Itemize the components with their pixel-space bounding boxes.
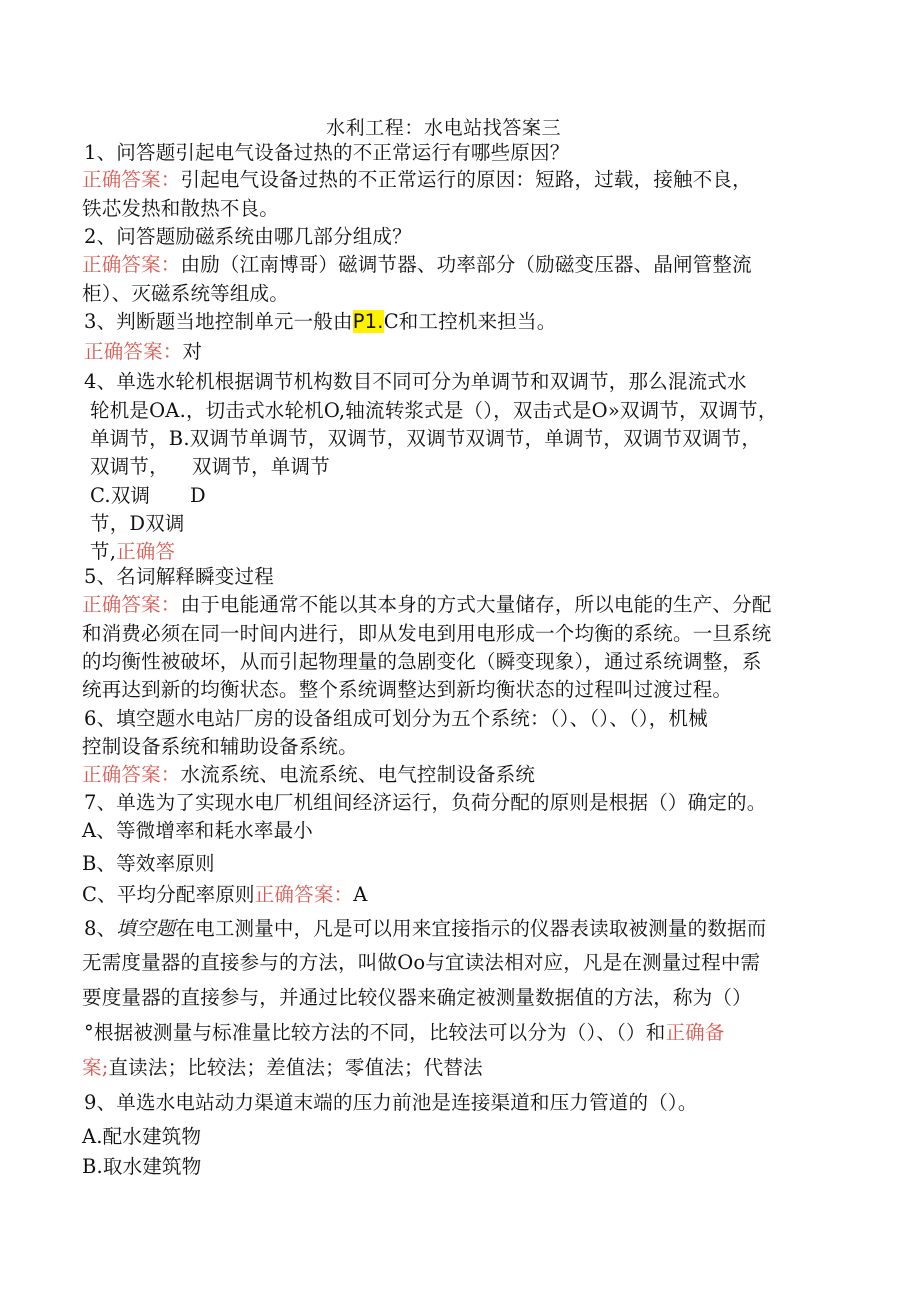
q4-answer-label: 正确答 [116, 540, 176, 563]
q8-line-4 [84, 1018, 725, 1048]
q8-type: 填空题 [116, 917, 176, 940]
q3-question-start: 3、判断题当地控制单元一般由 [84, 310, 353, 333]
q8-answer-text: 直读法；比较法；差值法；零值法；代替法 [108, 1056, 483, 1079]
q4-line-7-text: 节, [90, 540, 117, 563]
q3-answer-label: 正确答案： [84, 340, 183, 363]
q5-answer-line-3: 的均衡性被破坏，从而引起物理量的急剧变化（瞬变现象），通过系统调整，系 [82, 650, 762, 673]
q6-answer [82, 760, 535, 790]
q4-line-2: 轮机是OA.，切击式水轮机O,轴流转浆式是（），双击式是O»双调节，双调节， [90, 399, 778, 422]
q6-question-line-2: 控制设备系统和辅助设备系统。 [82, 735, 358, 758]
q3-answer [84, 337, 202, 367]
q4-line-5b: D [190, 484, 206, 507]
q1-answer-line-2: 铁芯发热和散热不良。 [82, 197, 280, 220]
q4-line-4b: 双调节，单调节 [192, 455, 330, 478]
q7-answer-text: A [353, 883, 368, 906]
q5-answer-line-1 [82, 590, 772, 620]
q3-question [84, 307, 556, 337]
q4-line-3: 单调节，B.双调节单调节，双调节，双调节双调节，单调节，双调节双调节， [90, 427, 762, 450]
q1-question: 1、问答题引起电气设备过热的不正常运行有哪些原因？ [84, 141, 570, 164]
q6-question-line-1: 6、填空题水电站厂房的设备组成可划分为五个系统：（）、（）、（），机械 [84, 707, 708, 730]
q8-line-2: 无需度量器的直接参与的方法，叫做Oo与宜读法相对应，凡是在测量过程中需 [82, 951, 761, 974]
q2-answer-text: 由励（江南博哥）磁调节器、功率部分（励磁变压器、晶闸管整流 [180, 253, 752, 276]
q2-answer-line-1 [82, 250, 752, 280]
q5-answer-line-4: 统再达到新的均衡状态。整个系统调整达到新均衡状态的过程叫过渡过程。 [82, 678, 733, 701]
q6-answer-label: 正确答案： [82, 763, 181, 786]
q5-answer-label: 正确答案： [82, 593, 181, 616]
q1-answer-label: 正确答案： [82, 168, 181, 191]
q6-answer-text: 水流系统、电流系统、电气控制设备系统 [180, 763, 536, 786]
q8-line-4-text: °根据被测量与标准量比较方法的不同，比较法可以分为（）、（）和 [84, 1021, 666, 1044]
q5-answer-text: 由于电能通常不能以其本身的方式大量储存，所以电能的生产、分配 [180, 593, 772, 616]
q7-option-a: A、等微增率和耗水率最小 [82, 819, 313, 842]
q8-line-1-text: 在电工测量中，凡是可以用来宜接指示的仪器表读取被测量的数据而 [175, 917, 767, 940]
q9-option-b: B.取水建筑物 [82, 1155, 202, 1178]
q9-question: 9、单选水电站动力渠道末端的压力前池是连接渠道和压力管道的（）。 [84, 1091, 698, 1114]
q7-option-c-text: C、平均分配率原则 [82, 883, 255, 906]
q5-question: 5、名词解释瞬变过程 [84, 565, 274, 588]
q2-question: 2、问答题励磁系统由哪几部分组成？ [84, 225, 412, 248]
q2-answer-label: 正确答案： [82, 253, 181, 276]
q8-line-1 [84, 914, 766, 944]
q1-answer-text: 引起电气设备过热的不正常运行的原因：短路，过载，接触不良， [180, 168, 752, 191]
q8-answer [82, 1053, 483, 1083]
q8-answer-label-a: 正确备 [665, 1021, 725, 1044]
q3-answer-text: 对 [182, 340, 203, 363]
q4-line-5a: C.双调 [90, 484, 151, 507]
q1-answer-line-1 [82, 165, 752, 195]
q8-number: 8、 [84, 917, 117, 940]
q7-option-c [82, 880, 368, 910]
q4-line-6: 节，D双调 [90, 512, 185, 535]
q7-question: 7、单选为了实现水电厂机组间经济运行，负荷分配的原则是根据（）确定的。 [84, 791, 767, 814]
q3-question-end: C和工控机来担当。 [383, 310, 557, 333]
page-title: 水利工程：水电站找答案三 [326, 117, 562, 139]
q4-line-1: 4、单选水轮机根据调节机构数目不同可分为单调节和双调节，那么混流式水 [84, 370, 747, 393]
q2-answer-line-2: 柜）、灭磁系统等组成。 [82, 282, 289, 305]
q8-line-3: 要度量器的直接参与，并通过比较仪器来确定被测量数据值的方法，称为（） [82, 986, 752, 1009]
q7-answer-label: 正确答案： [254, 883, 354, 906]
q7-option-b: B、等效率原则 [82, 852, 215, 875]
q5-answer-line-2: 和消费必须在同一时间内进行，即从发电到用电形成一个均衡的系统。一旦系统 [82, 622, 772, 645]
q4-line-4a: 双调节， [90, 455, 169, 478]
q3-highlight: P1. [352, 310, 384, 333]
q8-answer-label-b: 案; [82, 1056, 109, 1079]
q9-option-a: A.配水建筑物 [82, 1125, 202, 1148]
